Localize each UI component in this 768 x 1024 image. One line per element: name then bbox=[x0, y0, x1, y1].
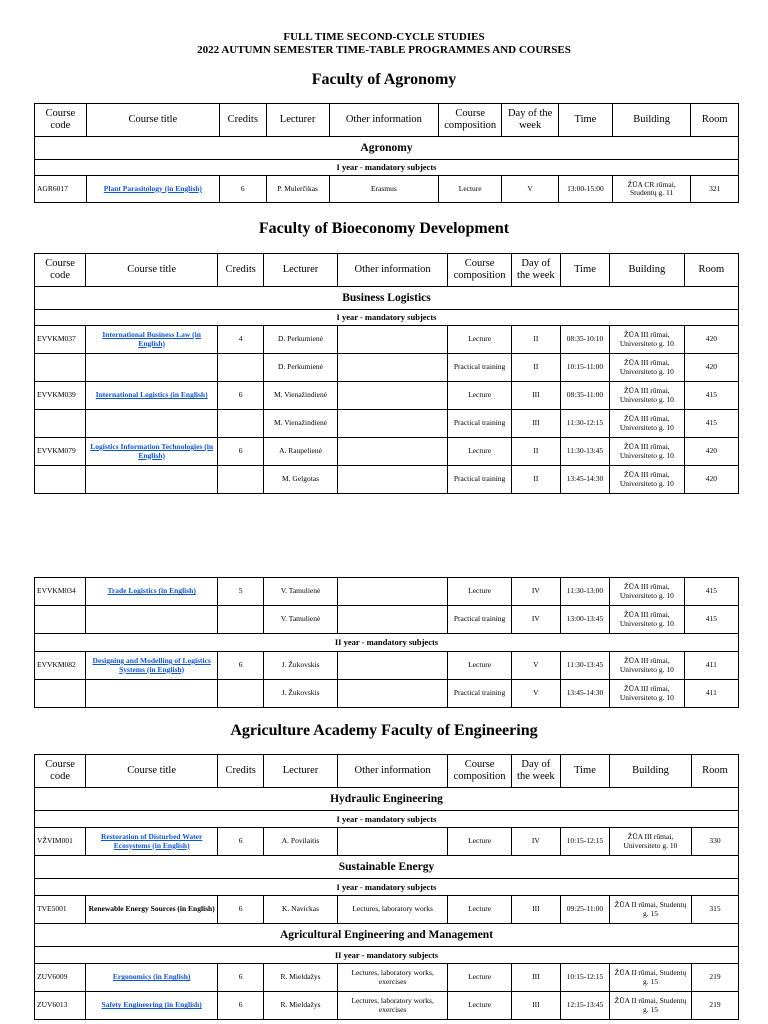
course-code bbox=[35, 466, 86, 494]
other-information bbox=[337, 326, 448, 354]
building: ŽŪA III rūmai, Universiteto g. 10 bbox=[610, 606, 685, 634]
course-code: VŽVIM001 bbox=[35, 828, 86, 856]
table-row bbox=[35, 964, 739, 992]
column-header-row bbox=[35, 104, 739, 137]
column-header: Time bbox=[560, 254, 609, 287]
programme-heading: Business Logistics bbox=[35, 287, 739, 310]
room: 219 bbox=[691, 992, 738, 1020]
credits bbox=[218, 466, 264, 494]
course-code: ZUV6009 bbox=[35, 964, 86, 992]
other-information bbox=[337, 606, 448, 634]
course-composition: Lecture bbox=[448, 438, 511, 466]
credits bbox=[218, 606, 264, 634]
lecturer: M. Vienažindienė bbox=[264, 410, 338, 438]
course-title bbox=[86, 410, 218, 438]
credits: 6 bbox=[218, 652, 264, 680]
column-header: Building bbox=[610, 755, 692, 788]
doc-header-line2: 2022 AUTUMN SEMESTER TIME-TABLE PROGRAMMES AND COURSES bbox=[197, 44, 571, 56]
table-row bbox=[35, 606, 739, 634]
column-header: Course composition bbox=[448, 254, 511, 287]
course-composition: Practical training bbox=[448, 680, 511, 708]
time: 08:35-10:10 bbox=[560, 326, 609, 354]
day-of-week: III bbox=[511, 992, 560, 1020]
table-row bbox=[35, 326, 739, 354]
day-of-week: III bbox=[511, 896, 560, 924]
credits: 4 bbox=[218, 326, 264, 354]
other-information bbox=[337, 410, 448, 438]
column-header: Course title bbox=[86, 755, 218, 788]
table-row bbox=[35, 438, 739, 466]
other-information bbox=[337, 354, 448, 382]
column-header: Other information bbox=[337, 755, 448, 788]
day-of-week: III bbox=[511, 382, 560, 410]
lecturer: J. Žukovskis bbox=[264, 652, 338, 680]
course-code: AGR6017 bbox=[35, 176, 87, 203]
credits: 6 bbox=[218, 964, 264, 992]
column-header: Course title bbox=[86, 104, 219, 137]
year-label: II year - mandatory subjects bbox=[35, 947, 739, 964]
course-title[interactable]: Restoration of Disturbed Water Ecosystems (in English) bbox=[86, 828, 218, 856]
year-label: I year - mandatory subjects bbox=[35, 811, 739, 828]
credits: 6 bbox=[220, 176, 267, 203]
table-row bbox=[35, 896, 739, 924]
credits bbox=[218, 680, 264, 708]
time: 10:15-11:00 bbox=[560, 354, 609, 382]
course-title: Renewable Energy Sources (in English) bbox=[86, 896, 218, 924]
column-header-row bbox=[35, 755, 739, 788]
room: 219 bbox=[691, 964, 738, 992]
room: 411 bbox=[684, 680, 738, 708]
building: ŽŪA CR rūmai, Studentų g. 11 bbox=[612, 176, 691, 203]
day-of-week: IV bbox=[511, 606, 560, 634]
course-code: EVVKM039 bbox=[35, 382, 86, 410]
room: 315 bbox=[691, 896, 738, 924]
day-of-week: II bbox=[511, 466, 560, 494]
time: 13:45-14:30 bbox=[560, 680, 609, 708]
room: 420 bbox=[684, 438, 738, 466]
building: ŽŪA III rūmai, Universiteto g. 10 bbox=[610, 652, 685, 680]
timetable-agronomy bbox=[34, 103, 739, 203]
table-row bbox=[35, 828, 739, 856]
room: 411 bbox=[684, 652, 738, 680]
column-header: Day of the week bbox=[511, 254, 560, 287]
building: ŽŪA III rūmai, Universiteto g. 10 bbox=[610, 410, 685, 438]
column-header: Course composition bbox=[439, 104, 502, 137]
column-header: Course code bbox=[35, 254, 86, 287]
course-composition: Lecture bbox=[439, 176, 502, 203]
day-of-week: III bbox=[511, 964, 560, 992]
course-composition: Lecture bbox=[448, 896, 511, 924]
room: 420 bbox=[684, 466, 738, 494]
course-composition: Lecture bbox=[448, 652, 511, 680]
year-label: I year - mandatory subjects bbox=[35, 160, 739, 176]
building: ŽŪA II rūmai, Studentų g. 15 bbox=[610, 964, 692, 992]
programme-heading: Sustainable Energy bbox=[35, 856, 739, 879]
day-of-week: V bbox=[511, 680, 560, 708]
course-composition: Practical training bbox=[448, 606, 511, 634]
lecturer: J. Žukovskis bbox=[264, 680, 338, 708]
table-row bbox=[35, 992, 739, 1020]
room: 415 bbox=[684, 382, 738, 410]
column-header: Day of the week bbox=[511, 755, 560, 788]
credits: 6 bbox=[218, 992, 264, 1020]
course-composition: Lecture bbox=[448, 382, 511, 410]
other-information bbox=[337, 652, 448, 680]
course-code bbox=[35, 680, 86, 708]
time: 10:15-12:15 bbox=[560, 964, 609, 992]
course-title[interactable]: Logistics Information Technologies (in English) bbox=[86, 438, 218, 466]
other-information bbox=[337, 828, 448, 856]
course-composition: Practical training bbox=[448, 354, 511, 382]
column-header: Room bbox=[684, 254, 738, 287]
other-information bbox=[337, 578, 448, 606]
credits: 6 bbox=[218, 382, 264, 410]
table-row bbox=[35, 466, 739, 494]
column-header: Course code bbox=[35, 755, 86, 788]
lecturer: K. Navickas bbox=[264, 896, 338, 924]
column-header: Building bbox=[610, 254, 685, 287]
column-header: Credits bbox=[218, 755, 264, 788]
column-header-row bbox=[35, 254, 739, 287]
room: 420 bbox=[684, 326, 738, 354]
day-of-week: IV bbox=[511, 828, 560, 856]
course-title[interactable]: Ergonomics (in English) bbox=[86, 964, 218, 992]
building: ŽŪA III rūmai, Universiteto g. 10 bbox=[610, 438, 685, 466]
table-row bbox=[35, 410, 739, 438]
faculty-title-engineering: Agriculture Academy Faculty of Engineering bbox=[230, 722, 538, 739]
year-label: II year - mandatory subjects bbox=[35, 634, 739, 652]
course-composition: Lecture bbox=[448, 964, 511, 992]
lecturer: M. Vienažindienė bbox=[264, 382, 338, 410]
column-header: Day of the week bbox=[502, 104, 559, 137]
column-header: Lecturer bbox=[264, 755, 338, 788]
course-composition: Lecture bbox=[448, 828, 511, 856]
time: 13:00-13:45 bbox=[560, 606, 609, 634]
lecturer: P. Mulerčikas bbox=[266, 176, 329, 203]
credits bbox=[218, 410, 264, 438]
table-row bbox=[35, 578, 739, 606]
course-title[interactable]: Trade Logistics (in English) bbox=[86, 578, 218, 606]
course-title bbox=[86, 466, 218, 494]
timetable-engineering bbox=[34, 754, 739, 1020]
credits: 6 bbox=[218, 896, 264, 924]
other-information: Lectures, laboratory works, exercises bbox=[337, 964, 448, 992]
day-of-week: V bbox=[502, 176, 559, 203]
programme-heading: Hydraulic Engineering bbox=[35, 788, 739, 811]
lecturer: A. Raupelienė bbox=[264, 438, 338, 466]
table-row bbox=[35, 652, 739, 680]
credits bbox=[218, 354, 264, 382]
lecturer: M. Gelgotas bbox=[264, 466, 338, 494]
other-information bbox=[337, 466, 448, 494]
other-information bbox=[337, 438, 448, 466]
course-title[interactable]: International Business Law (in English) bbox=[86, 326, 218, 354]
course-title bbox=[86, 354, 218, 382]
timetable-bioeconomy-continued bbox=[34, 577, 739, 708]
other-information bbox=[337, 680, 448, 708]
building: ŽŪA III rūmai, Universiteto g. 10 bbox=[610, 354, 685, 382]
building: ŽŪA III rūmai, Universiteto g. 10 bbox=[610, 466, 685, 494]
column-header: Other information bbox=[337, 254, 448, 287]
table-row bbox=[35, 176, 739, 203]
time: 11:30-13:45 bbox=[560, 652, 609, 680]
building: ŽŪA III rūmai, Universiteto g. 10 bbox=[610, 828, 692, 856]
building: ŽŪA II rūmai, Studentų g. 15 bbox=[610, 992, 692, 1020]
column-header: Course title bbox=[86, 254, 218, 287]
other-information: Lectures, laboratory works bbox=[337, 896, 448, 924]
lecturer: D. Perkumienė bbox=[264, 354, 338, 382]
course-code: EVVKM079 bbox=[35, 438, 86, 466]
time: 09:25-11:00 bbox=[560, 896, 609, 924]
building: ŽŪA III rūmai, Universiteto g. 10 bbox=[610, 326, 685, 354]
building: ŽŪA III rūmai, Universiteto g. 10 bbox=[610, 382, 685, 410]
lecturer: V. Tamulienė bbox=[264, 606, 338, 634]
building: ŽŪA II rūmai, Studentų g. 15 bbox=[610, 896, 692, 924]
course-title bbox=[86, 680, 218, 708]
lecturer: V. Tamulienė bbox=[264, 578, 338, 606]
course-title[interactable]: Plant Parasitology (in English) bbox=[86, 176, 219, 203]
day-of-week: V bbox=[511, 652, 560, 680]
column-header: Credits bbox=[220, 104, 267, 137]
lecturer: D. Perkumienė bbox=[264, 326, 338, 354]
course-code: ZUV6013 bbox=[35, 992, 86, 1020]
credits: 5 bbox=[218, 578, 264, 606]
table-row bbox=[35, 354, 739, 382]
course-composition: Practical training bbox=[448, 410, 511, 438]
course-title[interactable]: Designing and Modelling of Logistics Systems (in English) bbox=[86, 652, 218, 680]
course-composition: Lecture bbox=[448, 992, 511, 1020]
course-title[interactable]: Safety Engineering (in English) bbox=[86, 992, 218, 1020]
other-information bbox=[337, 382, 448, 410]
room: 330 bbox=[691, 828, 738, 856]
course-code: EVVKM037 bbox=[35, 326, 86, 354]
time: 12:15-13:45 bbox=[560, 992, 609, 1020]
doc-header-line1: FULL TIME SECOND-CYCLE STUDIES bbox=[283, 31, 485, 43]
other-information: Lectures, laboratory works, exercises bbox=[337, 992, 448, 1020]
year-label: I year - mandatory subjects bbox=[35, 879, 739, 896]
course-title[interactable]: International Logistics (in English) bbox=[86, 382, 218, 410]
building: ŽŪA III rūmai, Universiteto g. 10 bbox=[610, 680, 685, 708]
programme-heading: Agricultural Engineering and Management bbox=[35, 924, 739, 947]
course-title bbox=[86, 606, 218, 634]
course-code: EVVKM082 bbox=[35, 652, 86, 680]
day-of-week: II bbox=[511, 438, 560, 466]
column-header: Building bbox=[612, 104, 691, 137]
room: 415 bbox=[684, 410, 738, 438]
column-header: Time bbox=[559, 104, 613, 137]
course-code: EVVKM034 bbox=[35, 578, 86, 606]
course-code: TVE5001 bbox=[35, 896, 86, 924]
column-header: Course composition bbox=[448, 755, 511, 788]
lecturer: R. Mieldažys bbox=[264, 964, 338, 992]
column-header: Course code bbox=[35, 104, 87, 137]
column-header: Time bbox=[560, 755, 609, 788]
room: 415 bbox=[684, 606, 738, 634]
time: 10:15-12:15 bbox=[560, 828, 609, 856]
credits: 6 bbox=[218, 828, 264, 856]
column-header: Room bbox=[691, 755, 738, 788]
day-of-week: IV bbox=[511, 578, 560, 606]
column-header: Lecturer bbox=[264, 254, 338, 287]
time: 11:30-12:15 bbox=[560, 410, 609, 438]
course-code bbox=[35, 410, 86, 438]
course-code bbox=[35, 354, 86, 382]
time: 08:35-11:00 bbox=[560, 382, 609, 410]
time: 13:00-15:00 bbox=[559, 176, 613, 203]
room: 420 bbox=[684, 354, 738, 382]
timetable-bioeconomy bbox=[34, 253, 739, 494]
time: 11:30-13:45 bbox=[560, 438, 609, 466]
year-label: I year - mandatory subjects bbox=[35, 310, 739, 326]
lecturer: R. Mieldažys bbox=[264, 992, 338, 1020]
table-row bbox=[35, 680, 739, 708]
programme-heading: Agronomy bbox=[35, 137, 739, 160]
faculty-title-bioeconomy: Faculty of Bioeconomy Development bbox=[258, 220, 510, 237]
room: 321 bbox=[691, 176, 739, 203]
column-header: Credits bbox=[218, 254, 264, 287]
course-composition: Lecture bbox=[448, 326, 511, 354]
faculty-title-agronomy: Faculty of Agronomy bbox=[311, 71, 457, 88]
table-row bbox=[35, 382, 739, 410]
course-code bbox=[35, 606, 86, 634]
time: 11:30-13:00 bbox=[560, 578, 609, 606]
lecturer: A. Povilaitis bbox=[264, 828, 338, 856]
day-of-week: II bbox=[511, 354, 560, 382]
column-header: Other information bbox=[329, 104, 439, 137]
time: 13:45-14:30 bbox=[560, 466, 609, 494]
column-header: Room bbox=[691, 104, 739, 137]
course-composition: Practical training bbox=[448, 466, 511, 494]
other-information: Erasmus bbox=[329, 176, 439, 203]
day-of-week: II bbox=[511, 326, 560, 354]
building: ŽŪA III rūmai, Universiteto g. 10 bbox=[610, 578, 685, 606]
day-of-week: III bbox=[511, 410, 560, 438]
credits: 6 bbox=[218, 438, 264, 466]
course-composition: Lecture bbox=[448, 578, 511, 606]
room: 415 bbox=[684, 578, 738, 606]
column-header: Lecturer bbox=[266, 104, 329, 137]
